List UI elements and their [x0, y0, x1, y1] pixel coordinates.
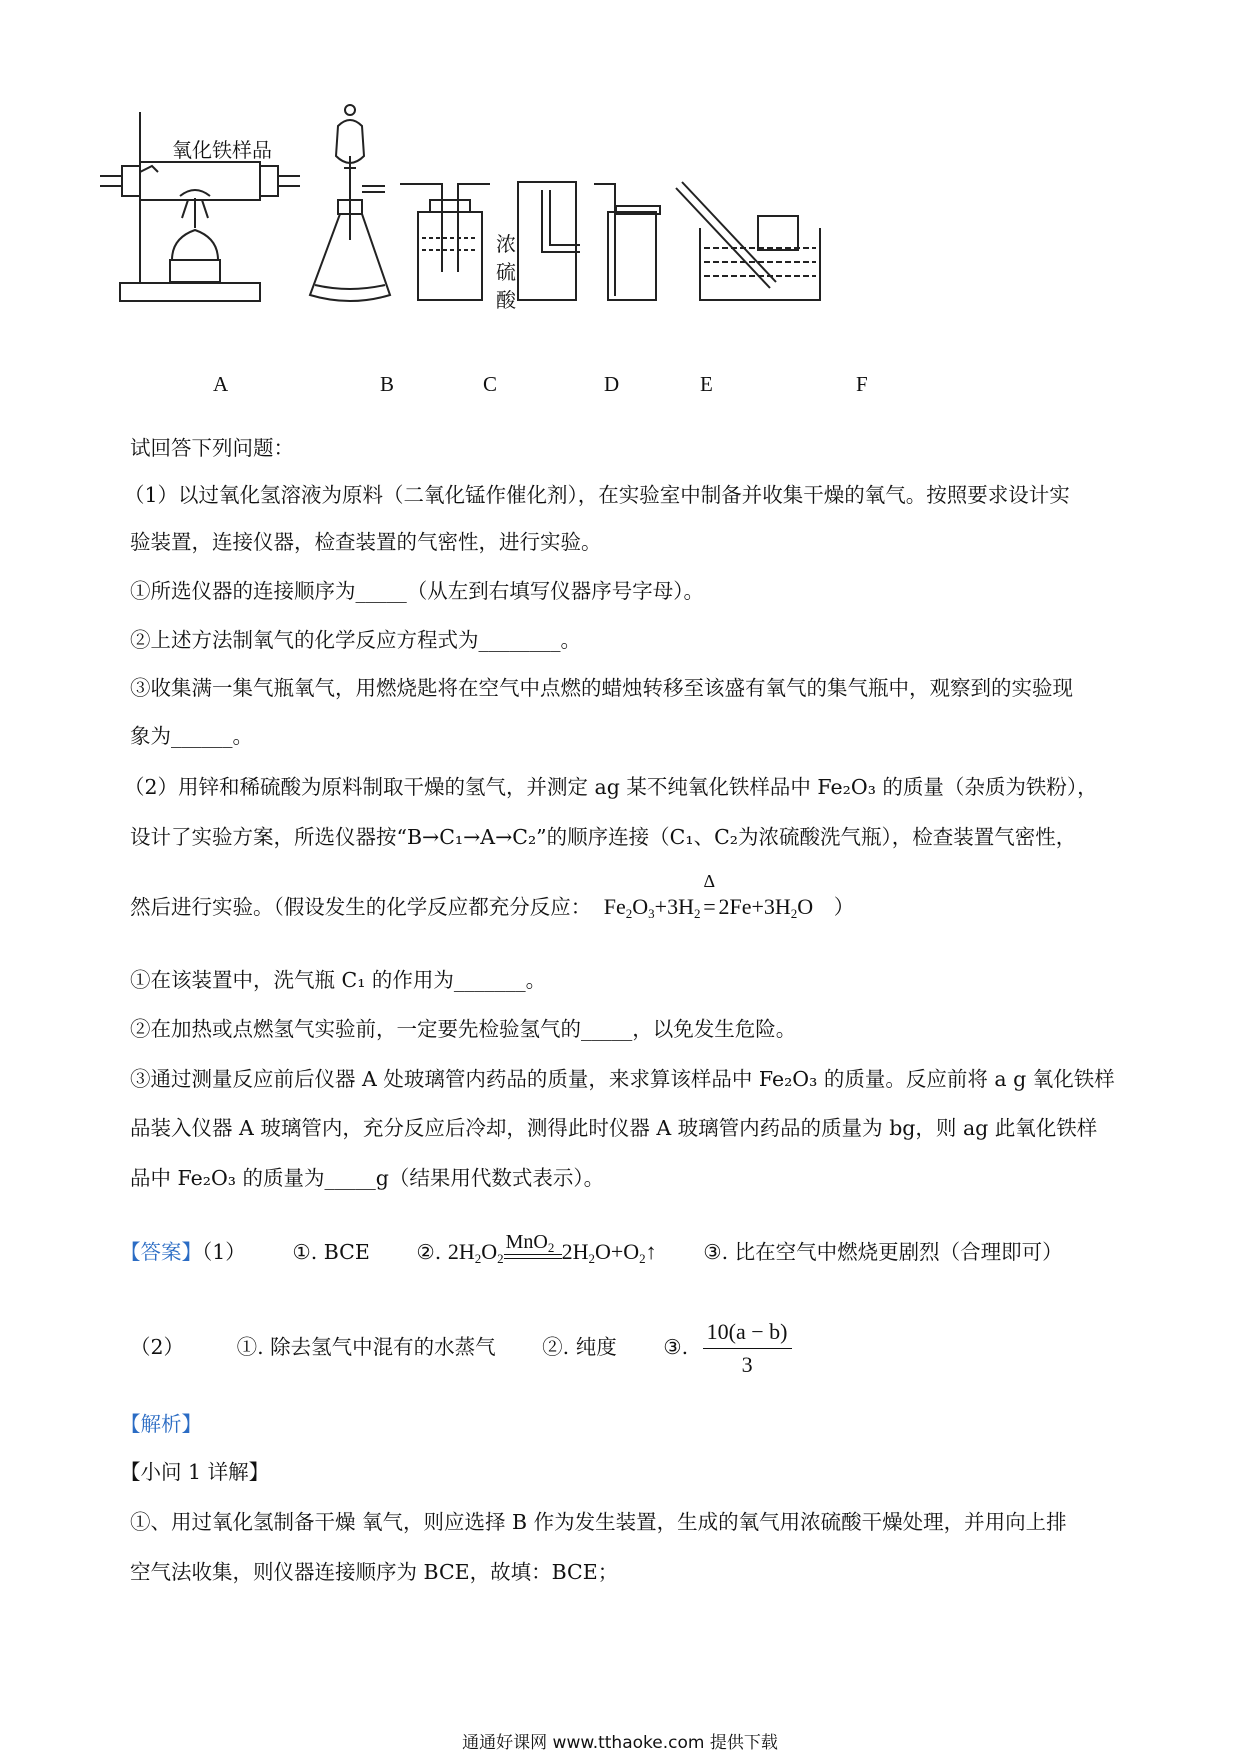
analysis-subheading: 【小问 1 详解】 [120, 1460, 270, 1484]
acid-label-2: 硫 [496, 260, 516, 284]
answer-row-1 [120, 1231, 1063, 1273]
apparatus-d [518, 182, 580, 300]
q1-sub3-line1: ③收集满一集气瓶氧气，用燃烧匙将在空气中点燃的蜡烛转移至该盛有氧气的集气瓶中，观察到的实验现 [130, 676, 1073, 700]
q2-line3-text: 然后进行实验。（假设发生的化学反应都充分反应： [130, 895, 592, 919]
analysis-para-line2: 空气法收集，则仪器连接顺序为 BCE，故填：BCE； [130, 1560, 619, 1584]
answer-2-2: ②. 纯度 [542, 1335, 617, 1359]
fraction-numerator: 10(a − b) [703, 1318, 792, 1349]
label-b: B [380, 372, 395, 396]
q2-sub3-line3: 品中 Fe₂O₃ 的质量为_____g（结果用代数式表示）。 [130, 1166, 605, 1190]
answer-1-2-equation: $2H_2O_2$ MnO$_2$ $2H_2O+O_2↑$ [447, 1231, 657, 1266]
label-c: C [483, 372, 498, 396]
q2-line3 [130, 871, 855, 928]
q2-sub2: ②在加热或点燃氢气实验前，一定要先检验氢气的_____，以免发生危险。 [130, 1017, 797, 1041]
analysis-para-line1: ①、用过氧化氢制备干燥 氧气，则应选择 B 作为发生装置，生成的氧气用浓硫酸干燥处理，并用向上排 [130, 1510, 1067, 1534]
analysis-tag: 【解析】 [120, 1412, 202, 1436]
label-f: F [856, 372, 868, 396]
q1-line1: （1）以过氧化氢溶液为原料（二氧化锰作催化剂），在实验室中制备并收集干燥的氧气。按照要求设计实 [124, 483, 1070, 507]
q1-sub1: ①所选仪器的连接顺序为_____（从左到右填写仪器序号字母）。 [130, 579, 704, 603]
q2-line2: 设计了实验方案，所选仪器按“B→C₁→A→C₂”的顺序连接（C₁、C₂为浓硫酸洗气瓶），检查装置气密性， [130, 825, 1077, 849]
q1-line2: 验装置，连接仪器，检查装置的气密性，进行实验。 [130, 530, 602, 554]
q2-line3-close: ） [833, 895, 855, 919]
label-d: D [604, 372, 620, 396]
answer-1-1: ①. BCE [292, 1240, 370, 1264]
apparatus-b [310, 105, 390, 301]
acid-label-3: 酸 [496, 288, 516, 312]
q1-sub2: ②上述方法制氧气的化学反应方程式为________。 [130, 628, 581, 652]
reaction-equation: $Fe_2O_3+3H_2$ Δ = $2Fe+3H_2O$ [603, 871, 814, 921]
answer-1-3: ③. 比在空气中燃烧更剧烈（合理即可） [703, 1240, 1063, 1264]
q1-sub3-line2: 象为______。 [130, 724, 253, 748]
acid-label-1: 浓 [496, 232, 516, 256]
q2-sub3-line2: 品装入仪器 A 玻璃管内，充分反应后冷却，测得此时仪器 A 玻璃管内药品的质量为 bg，则 ag 此氧化铁样 [130, 1116, 1098, 1140]
answer-tag: 【答案】 [120, 1240, 202, 1264]
answer-1-2-label: ②. [416, 1240, 442, 1264]
q2-sub3-line1: ③通过测量反应前后仪器 A 处玻璃管内药品的质量，来求算该样品中 Fe₂O₃ 的质量。反应前将 a g 氧化铁样 [130, 1067, 1115, 1091]
answer-2-3-fraction [703, 1318, 792, 1379]
q2-line1: （2）用锌和稀硫酸为原料制取干燥的氢气，并测定 ag 某不纯氧化铁样品中 Fe₂O₃ 的质量（杂质为铁粉）， [124, 775, 1098, 799]
fraction-denominator: 3 [741, 1352, 753, 1377]
question-intro: 试回答下列问题： [130, 436, 294, 460]
apparatus-e [594, 184, 660, 300]
sample-label: 氧化铁样品 [172, 138, 272, 162]
answer-part1: （1） [202, 1240, 246, 1264]
apparatus-c [400, 184, 490, 300]
answer-part2: （2） [130, 1335, 185, 1359]
answer-2-1: ①. 除去氢气中混有的水蒸气 [236, 1335, 496, 1359]
apparatus-f [676, 182, 820, 300]
answer-2-3-label: ③. [663, 1335, 689, 1359]
label-a: A [213, 372, 229, 396]
label-e: E [700, 372, 713, 396]
answer-row-2 [130, 1318, 792, 1379]
footer-watermark: 通通好课网 www.tthaoke.com 提供下载 [462, 1733, 778, 1753]
q2-sub1: ①在该装置中，洗气瓶 C₁ 的作用为_______。 [130, 968, 547, 992]
